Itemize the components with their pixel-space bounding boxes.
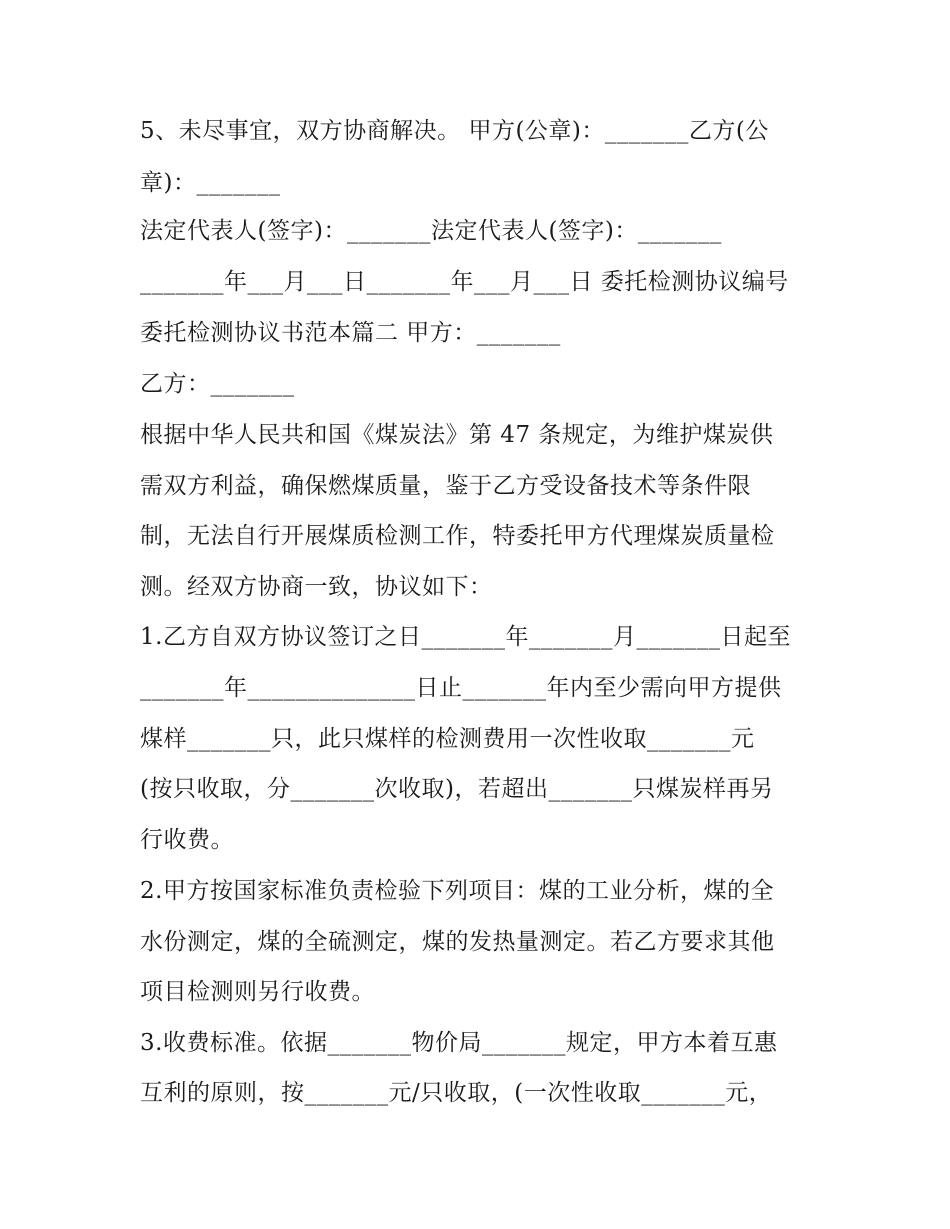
text-line-4: _______年___月___日_______年___月___日 委托检测协议编号 [140, 269, 789, 295]
text-line-6: 乙方：_______ [140, 371, 295, 397]
text-line-8: 需双方利益，确保燃煤质量，鉴于乙方受设备技术等条件限 [140, 473, 751, 499]
text-line-10: 测。经双方协商一致，协议如下： [140, 574, 493, 600]
text-line-12: _______年______________日止_______年内至少需向甲方提供 [140, 675, 782, 701]
text-line-3: 法定代表人(签字)：_______法定代表人(签字)：_______ [140, 218, 722, 244]
text-line-18: 项目检测则另行收费。 [140, 979, 375, 1005]
text-line-9: 制，无法自行开展煤质检测工作，特委托甲方代理煤炭质量检 [140, 523, 775, 549]
text-line-19: 3.收费标准。依据_______物价局_______规定，甲方本着互惠 [140, 1030, 778, 1056]
text-line-1: 5、未尽事宜，双方协商解决。 甲方(公章)：_______乙方(公 [140, 118, 769, 144]
text-line-20: 互利的原则，按_______元/只收取，(一次性收取_______元， [140, 1080, 773, 1106]
text-line-2: 章)：_______ [140, 170, 281, 196]
text-line-17: 水份测定，煤的全硫测定，煤的发热量测定。若乙方要求其他 [140, 929, 775, 955]
text-line-11: 1.乙方自双方协议签订之日_______年_______月_______日起至 [140, 624, 791, 650]
text-line-5: 委托检测协议书范本篇二 甲方：_______ [140, 320, 561, 346]
text-line-16: 2.甲方按国家标准负责检验下列项目：煤的工业分析，煤的全 [140, 878, 774, 904]
text-line-7: 根据中华人民共和国《煤炭法》第 47 条规定，为维护煤炭供 [140, 422, 774, 448]
text-line-13: 煤样_______只，此只煤样的检测费用一次性收取_______元 [140, 726, 755, 752]
text-line-14: (按只收取，分_______次收取)，若超出_______只煤炭样再另 [140, 776, 774, 802]
text-line-15: 行收费。 [140, 827, 234, 853]
